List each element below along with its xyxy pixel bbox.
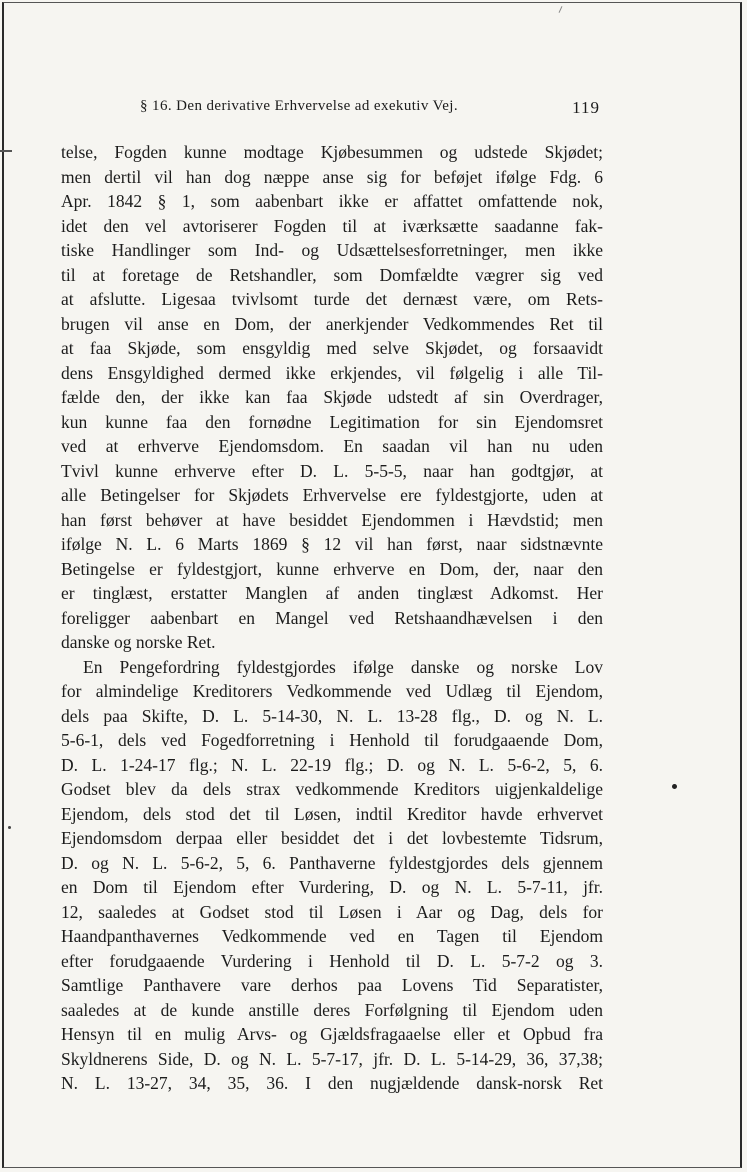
text-line: Ejendom, dels stod det til Løsen, indtil Kreditor havde erhvervet	[61, 803, 603, 824]
text-line: fælde den, der ikke kan faa Skjøde udstedt af sin Overdrager,	[61, 387, 603, 407]
ink-spot	[672, 784, 677, 789]
text-line: efter forudgaaende Vurdering i Henhold til D. L. 5-7-2 og 3.	[61, 950, 603, 971]
text-line: D. L. 1-24-17 flg.; N. L. 22-19 flg.; D. og N. L. 5-6-2, 5, 6.	[61, 754, 603, 775]
section-title: § 16. Den derivative Erhvervelse ad exekutiv Vej.	[140, 98, 458, 114]
text-line: Godset blev da dels strax vedkommende Kreditors uigjenkaldelige	[61, 779, 603, 799]
text-line: Ejendomsdom derpaa eller besiddet det i det lovbestemte Tidsrum,	[61, 828, 603, 848]
text-line: alle Betingelser for Skjødets Erhvervelse ere fyldestgjorte, uden at	[61, 485, 603, 505]
text-line: dels paa Skifte, D. L. 5-14-30, N. L. 13-28 flg., D. og N. L.	[61, 705, 603, 726]
text-line: danske og norske Ret.	[61, 632, 216, 652]
text-line: Tvivl kunne erhverve efter D. L. 5-5-5, naar han godtgjør, at	[61, 460, 603, 481]
text-line: at afslutte. Ligesaa tvivlsomt turde det dernæst være, om Rets-	[61, 289, 603, 309]
text-line: idet den vel avtoriserer Fogden til at iværksætte saadanne fak-	[61, 215, 603, 236]
text-line: Hensyn til en mulig Arvs- og Gjældsfragaaelse eller et Opbud fra	[61, 1024, 603, 1044]
text-line: D. og N. L. 5-6-2, 5, 6. Panthaverne fyldestgjordes dels gjennem	[61, 852, 603, 873]
text-line: ifølge N. L. 6 Marts 1869 § 12 vil han først, naar sidstnævnte	[61, 534, 603, 554]
running-header	[140, 98, 600, 122]
text-line: En Pengefordring fyldestgjordes ifølge danske og norske Lov	[83, 656, 603, 677]
paragraph	[61, 140, 603, 655]
text-line: brugen vil anse en Dom, der anerkjender Vedkommendes Ret til	[61, 313, 603, 334]
margin-dash	[0, 150, 12, 152]
text-line: er tinglæst, erstatter Manglen af anden tinglæst Adkomst. Her	[61, 583, 603, 603]
page-number: 119	[572, 98, 600, 117]
text-line: men dertil vil han dog næppe anse sig for beføjet ifølge Fdg. 6	[61, 166, 603, 187]
text-line: en Dom til Ejendom efter Vurdering, D. og N. L. 5-7-11, jfr.	[61, 877, 603, 897]
text-line: tiske Handlinger som Ind- og Udsættelsesforretninger, men ikke	[61, 240, 603, 260]
text-line: ved at erhverve Ejendomsdom. En saadan vil han nu uden	[61, 436, 603, 456]
text-line: Samtlige Panthavere vare derhos paa Lovens Tid Separatister,	[61, 975, 603, 995]
text-line: kun kunne faa den fornødne Legitimation for sin Ejendomsret	[61, 411, 603, 432]
text-line: dens Ensgyldighed dermed ikke erkjendes, vil følgelig i alle Til-	[61, 362, 603, 383]
text-line: telse, Fogden kunne modtage Kjøbesummen og udstede Skjødet;	[61, 142, 603, 162]
text-line: 5-6-1, dels ved Fogedforretning i Henhold til forudgaaende Dom,	[61, 730, 603, 750]
text-line: til at foretage de Retshandler, som Domfældte vægrer sig ved	[61, 264, 603, 285]
text-line: for almindelige Kreditorers Vedkommende ved Udlæg til Ejendom,	[61, 681, 603, 701]
text-line: han først behøver at have besiddet Ejendommen i Hævdstid; men	[61, 509, 603, 530]
ink-speck	[8, 826, 11, 829]
text-line: saaledes at de kunde anstille deres Forfølgning til Ejendom uden	[61, 999, 603, 1020]
text-line: Apr. 1842 § 1, som aabenbart ikke er affattet omfattende nok,	[61, 191, 603, 211]
text-line: at faa Skjøde, som ensgyldig med selve Skjødet, og forsaavidt	[61, 338, 603, 358]
text-line: Haandpanthavernes Vedkommende ved en Tagen til Ejendom	[61, 926, 603, 946]
text-line: Betingelse er fyldestgjort, kunne erhverve en Dom, der, naar den	[61, 558, 603, 579]
paragraph	[61, 655, 603, 1096]
text-line: N. L. 13-27, 34, 35, 36. I den nugjældende dansk-norsk Ret	[61, 1073, 603, 1093]
text-line: 12, saaledes at Godset stod til Løsen i Aar og Dag, dels for	[61, 901, 603, 922]
text-line: foreligger aabenbart en Mangel ved Retshaandhævelsen i den	[61, 607, 603, 628]
text-line: Skyldnerens Side, D. og N. L. 5-7-17, jfr. D. L. 5-14-29, 36, 37,38;	[61, 1048, 603, 1069]
body-text	[61, 140, 603, 1096]
